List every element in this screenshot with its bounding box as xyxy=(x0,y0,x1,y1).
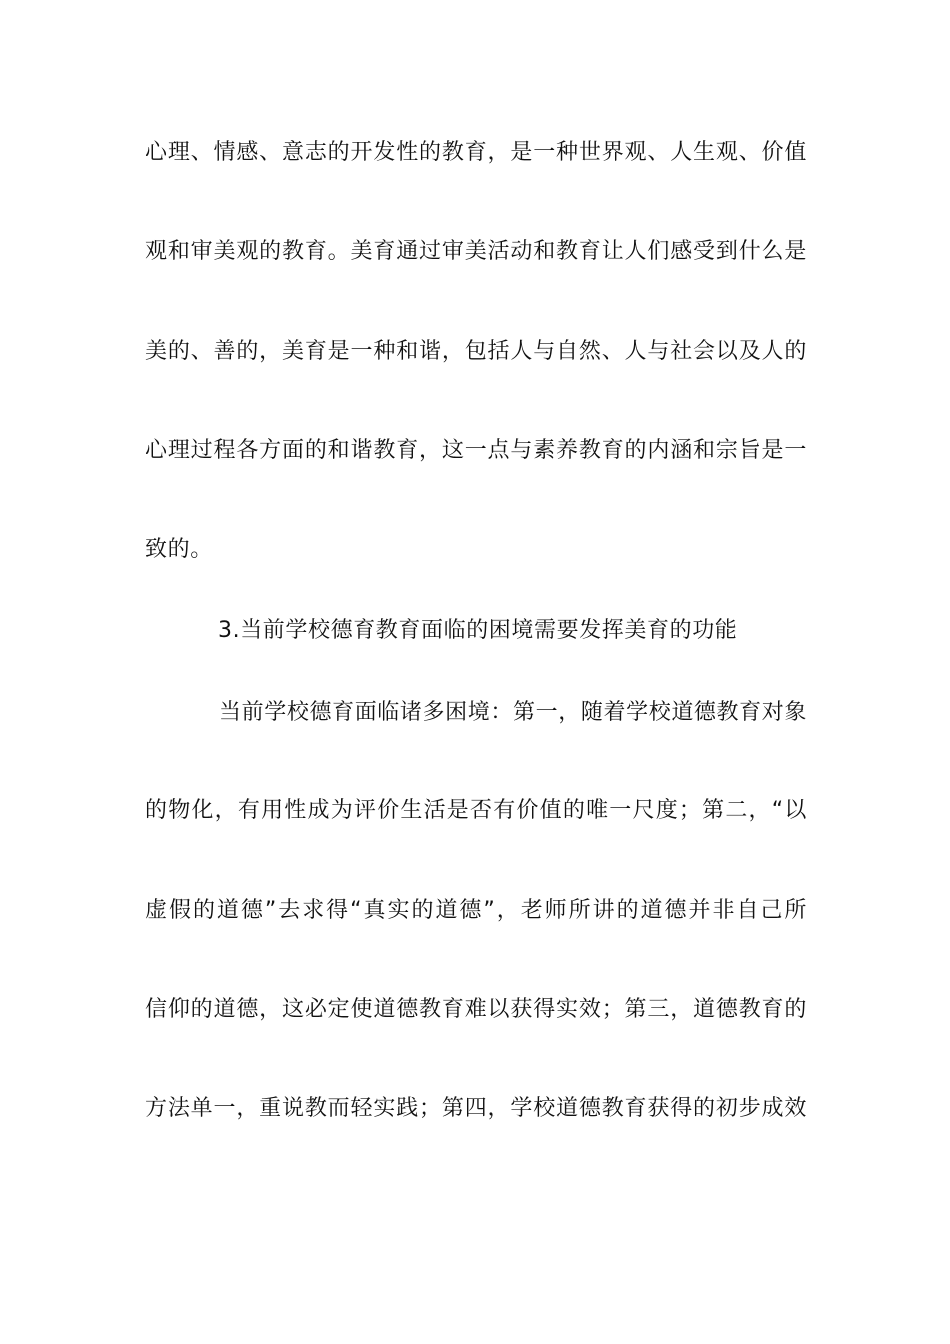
section-heading: 3.当前学校德育教育面临的困境需要发挥美育的功能 xyxy=(218,618,738,643)
paragraph-line: 心理、情感、意志的开发性的教育，是一种世界观、人生观、价值 xyxy=(145,140,807,165)
paragraph-line: 美的、善的，美育是一种和谐，包括人与自然、人与社会以及人的 xyxy=(145,339,807,364)
paragraph-line: 信仰的道德，这必定使道德教育难以获得实效；第三，道德教育的 xyxy=(145,997,807,1022)
paragraph-line: 虚假的道德”去求得“真实的道德”，老师所讲的道德并非自己所 xyxy=(145,898,807,923)
paragraph-line: 致的。 xyxy=(145,537,213,562)
paragraph-line: 当前学校德育面临诸多困境：第一，随着学校道德教育对象 xyxy=(219,700,807,725)
paragraph-line: 观和审美观的教育。美育通过审美活动和教育让人们感受到什么是 xyxy=(145,239,807,264)
paragraph-line: 心理过程各方面的和谐教育，这一点与素养教育的内涵和宗旨是一 xyxy=(145,438,807,463)
paragraph-line: 的物化，有用性成为评价生活是否有价值的唯一尺度；第二，“以 xyxy=(145,798,807,823)
paragraph-line: 方法单一，重说教而轻实践；第四，学校道德教育获得的初步成效 xyxy=(145,1096,807,1121)
